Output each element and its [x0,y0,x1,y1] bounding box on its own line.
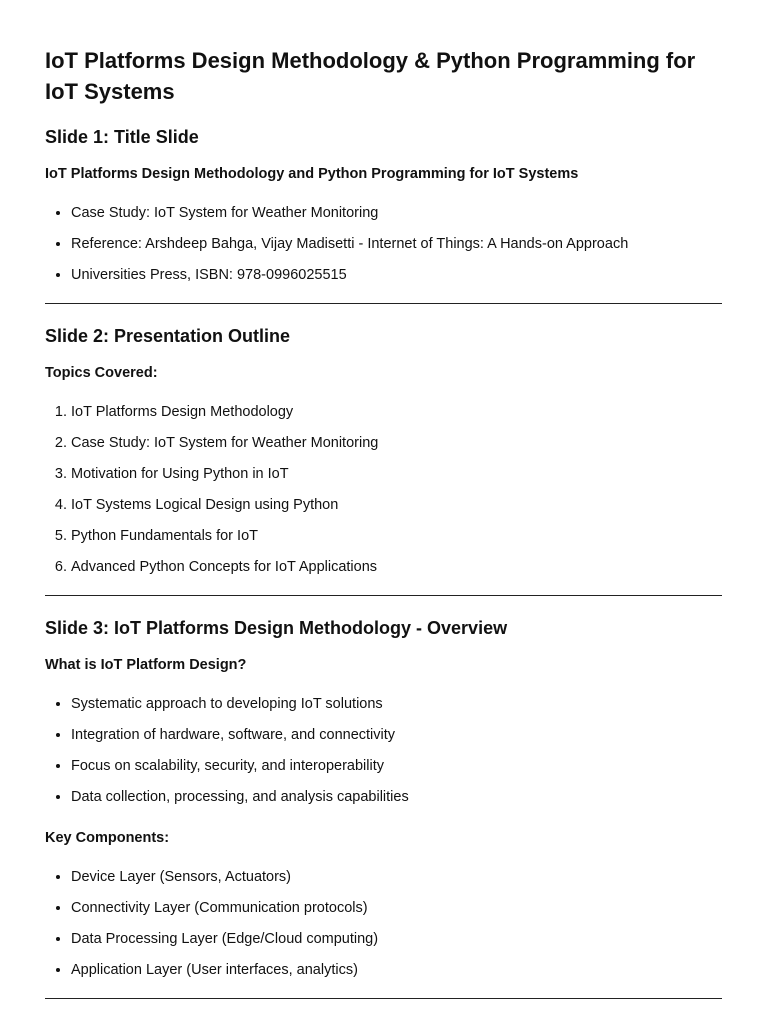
list-item-text: IoT Platforms Design Methodology [71,404,294,420]
list-item: • Systematic approach to developing IoT solutions [71,694,722,715]
list-item-text: Motivation for Using Python in IoT [71,466,289,482]
slide-3-heading: Slide 3: IoT Platforms Design Methodology - Overview [45,618,508,638]
section-divider [45,595,722,596]
list-item: • Reference: Arshdeep Bahga, Vijay Madisetti - Internet of Things: A Hands-on Approach [71,234,722,255]
list-item: • Application Layer (User interfaces, analytics) [71,960,722,981]
list-item: • Universities Press, ISBN: 978-0996025515 [71,265,722,286]
slide-3-section-label: What is IoT Platform Design? [45,657,247,673]
slide-3-bullet-list [45,867,722,981]
list-number: 3. [54,466,67,482]
list-item [54,526,722,547]
list-number: 5. [54,528,67,544]
list-item-text: Case Study: IoT System for Weather Monitoring [71,435,379,451]
slide-1-heading: Slide 1: Title Slide [45,127,199,147]
list-number: 2. [54,435,67,451]
list-item-text: IoT Systems Logical Design using Python [71,497,339,513]
list-item [54,433,722,454]
list-item [54,464,722,485]
section-divider [45,303,722,304]
slide-2-heading: Slide 2: Presentation Outline [45,326,291,346]
list-item: • Data Processing Layer (Edge/Cloud computing) [71,929,722,950]
list-number: 6. [54,559,67,575]
section-divider [45,998,722,999]
list-item: • Device Layer (Sensors, Actuators) [71,867,722,888]
slide-1-subtitle: IoT Platforms Design Methodology and Python Programming for IoT Systems [45,166,579,182]
list-item: • Case Study: IoT System for Weather Monitoring [71,203,722,224]
document-title: IoT Platforms Design Methodology & Python Programming for IoT Systems [45,48,696,104]
list-item [54,402,722,423]
list-item [54,557,722,578]
list-item-text: Python Fundamentals for IoT [71,528,258,544]
slide-3-bullet-list [45,694,722,808]
list-item [54,495,722,516]
list-number: 1. [54,404,67,420]
list-number: 4. [54,497,67,513]
slide-2-ordered-list [45,402,722,578]
list-item: • Focus on scalability, security, and interoperability [71,756,722,777]
slide-3-section-label: Key Components: [45,830,170,846]
list-item: • Data collection, processing, and analysis capabilities [71,787,722,808]
list-item-text: Advanced Python Concepts for IoT Applications [71,559,378,575]
slide-1-bullet-list [45,203,722,286]
slide-2-label: Topics Covered: [45,365,158,381]
list-item: • Connectivity Layer (Communication protocols) [71,898,722,919]
list-item: • Integration of hardware, software, and connectivity [71,725,722,746]
